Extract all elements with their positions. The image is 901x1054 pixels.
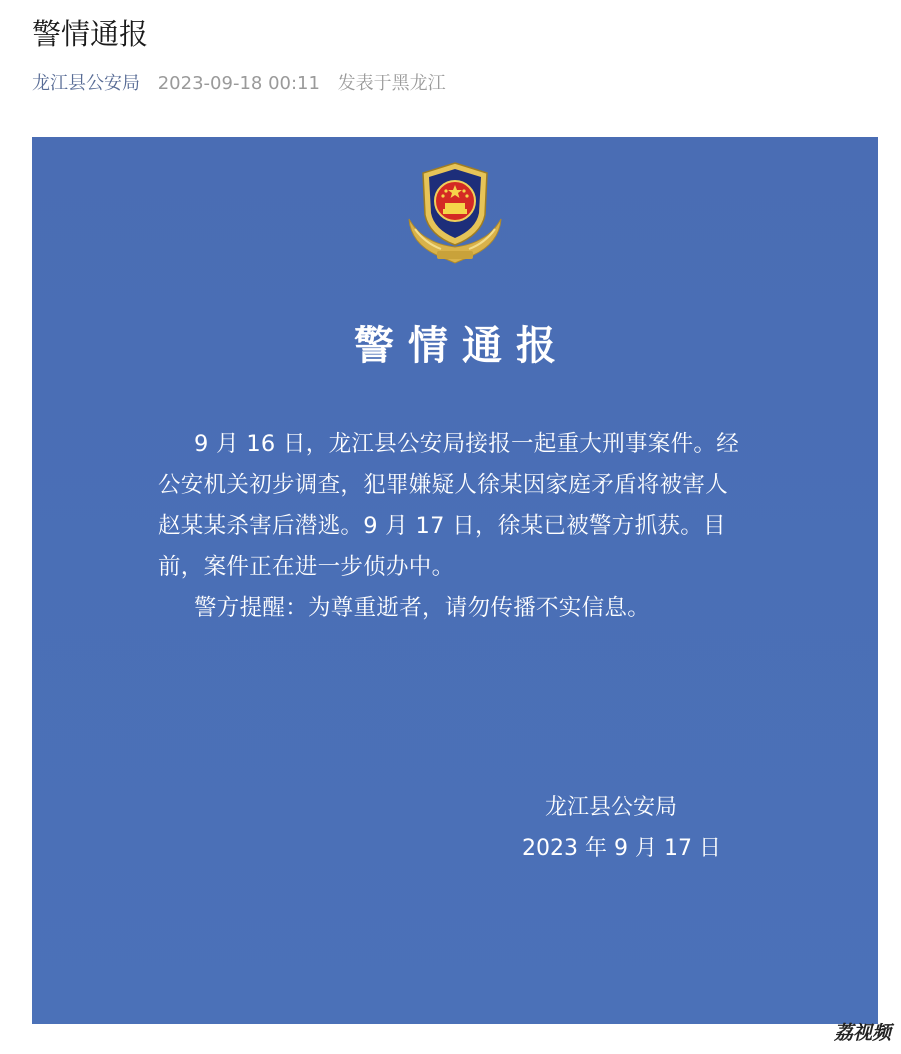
signature-date: 2023 年 9 月 17 日 — [522, 836, 721, 861]
notice-title: 警情通报 — [354, 323, 570, 369]
signature-organization: 龙江县公安局 — [545, 795, 678, 820]
article-meta — [32, 70, 446, 98]
notice-image — [32, 137, 878, 1024]
watermark-logo: 荔视频 — [833, 1022, 891, 1044]
author-link[interactable]: 龙江县公安局 — [32, 73, 140, 94]
notice-body — [158, 424, 746, 629]
article-title: 警情通报 — [32, 17, 149, 51]
publish-datetime: 2023-09-18 00:11 — [157, 73, 320, 94]
publish-location: 发表于黑龙江 — [337, 73, 446, 94]
police-emblem-icon — [401, 159, 509, 269]
notice-paragraph: 警方提醒：为尊重逝者，请勿传播不实信息。 — [194, 595, 651, 621]
notice-paragraph: 9 月 16 日，龙江县公安局接报一起重大刑事案件。经公安机关初步调查，犯罪嫌疑人徐某因家庭矛盾将被害人赵某某杀害后潜逃。9 月 17 日，徐某已被警方抓获。目前，案件正在进一步侦办中。 — [158, 431, 740, 580]
